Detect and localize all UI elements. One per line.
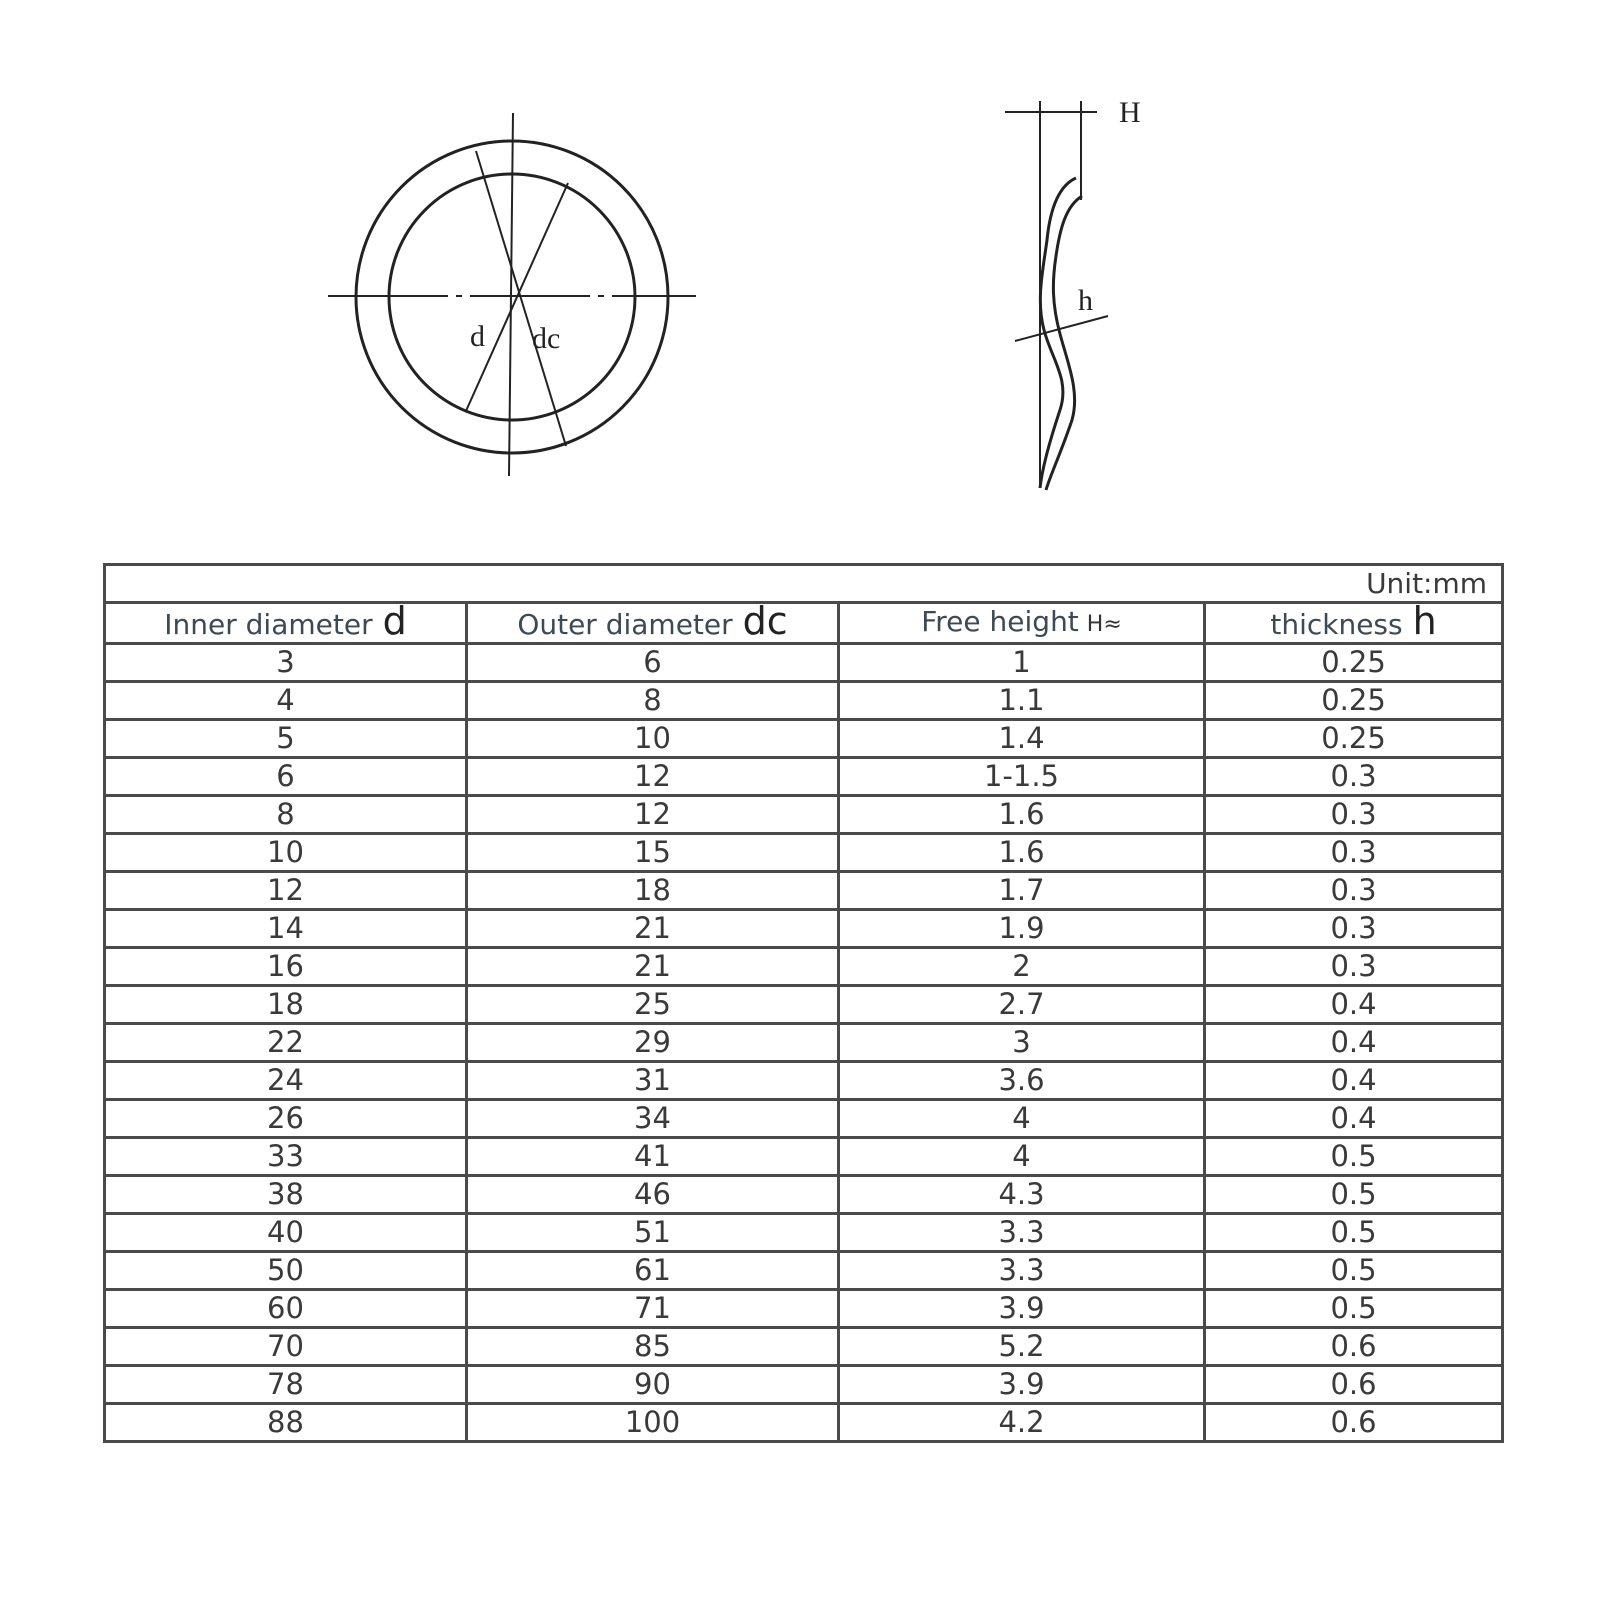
cell-inner-diameter: 88 <box>105 1404 467 1442</box>
cell-free-height: 1.1 <box>839 682 1205 720</box>
cell-outer-diameter: 18 <box>467 872 839 910</box>
header-row <box>105 603 1503 644</box>
cell-thickness: 0.25 <box>1205 644 1503 682</box>
cell-free-height: 3 <box>839 1024 1205 1062</box>
cell-thickness: 0.4 <box>1205 1100 1503 1138</box>
cell-inner-diameter: 33 <box>105 1138 467 1176</box>
table-row <box>105 1366 1503 1404</box>
cell-inner-diameter: 5 <box>105 720 467 758</box>
table-row <box>105 1024 1503 1062</box>
cell-inner-diameter: 12 <box>105 872 467 910</box>
header-symbol: h <box>1412 602 1437 643</box>
free-height-label: H <box>1119 96 1141 129</box>
cell-thickness: 0.6 <box>1205 1328 1503 1366</box>
cell-outer-diameter: 15 <box>467 834 839 872</box>
cell-inner-diameter: 4 <box>105 682 467 720</box>
table-row <box>105 834 1503 872</box>
cell-thickness: 0.5 <box>1205 1176 1503 1214</box>
cell-thickness: 0.5 <box>1205 1138 1503 1176</box>
header-text: Free height <box>921 605 1079 638</box>
header-text: thickness <box>1270 608 1403 641</box>
table-row <box>105 1290 1503 1328</box>
cell-free-height: 3.6 <box>839 1062 1205 1100</box>
table-row <box>105 1176 1503 1214</box>
cell-inner-diameter: 38 <box>105 1176 467 1214</box>
cell-thickness: 0.3 <box>1205 948 1503 986</box>
cell-free-height: 1.4 <box>839 720 1205 758</box>
cell-thickness: 0.3 <box>1205 910 1503 948</box>
table-row <box>105 1062 1503 1100</box>
cell-thickness: 0.3 <box>1205 758 1503 796</box>
cell-outer-diameter: 12 <box>467 758 839 796</box>
cell-inner-diameter: 10 <box>105 834 467 872</box>
table-row <box>105 1404 1503 1442</box>
cell-outer-diameter: 29 <box>467 1024 839 1062</box>
cell-outer-diameter: 41 <box>467 1138 839 1176</box>
cell-outer-diameter: 25 <box>467 986 839 1024</box>
cell-outer-diameter: 6 <box>467 644 839 682</box>
table-row <box>105 1328 1503 1366</box>
header-outer-diameter <box>467 603 839 644</box>
table-row <box>105 758 1503 796</box>
cell-free-height: 1-1.5 <box>839 758 1205 796</box>
cell-thickness: 0.6 <box>1205 1366 1503 1404</box>
table-row <box>105 1138 1503 1176</box>
cell-free-height: 1.9 <box>839 910 1205 948</box>
cell-outer-diameter: 21 <box>467 948 839 986</box>
unit-label: Unit:mm <box>105 565 1503 603</box>
cell-outer-diameter: 71 <box>467 1290 839 1328</box>
cell-thickness: 0.3 <box>1205 872 1503 910</box>
cell-outer-diameter: 90 <box>467 1366 839 1404</box>
cell-free-height: 1.6 <box>839 796 1205 834</box>
cell-thickness: 0.4 <box>1205 1062 1503 1100</box>
header-text: Inner diameter <box>164 608 373 641</box>
table-row <box>105 1100 1503 1138</box>
cell-thickness: 0.4 <box>1205 986 1503 1024</box>
cell-inner-diameter: 50 <box>105 1252 467 1290</box>
cell-inner-diameter: 60 <box>105 1290 467 1328</box>
cell-free-height: 1.7 <box>839 872 1205 910</box>
cell-free-height: 2.7 <box>839 986 1205 1024</box>
cell-thickness: 0.3 <box>1205 796 1503 834</box>
table-row <box>105 682 1503 720</box>
cell-inner-diameter: 3 <box>105 644 467 682</box>
thickness-label: h <box>1078 284 1093 317</box>
cell-outer-diameter: 21 <box>467 910 839 948</box>
cell-thickness: 0.3 <box>1205 834 1503 872</box>
cell-free-height: 4 <box>839 1138 1205 1176</box>
cell-inner-diameter: 78 <box>105 1366 467 1404</box>
cell-inner-diameter: 22 <box>105 1024 467 1062</box>
cell-inner-diameter: 6 <box>105 758 467 796</box>
header-free-height <box>839 603 1205 644</box>
inner-diameter-label: d <box>470 320 485 353</box>
table-body <box>105 644 1503 1442</box>
table-row <box>105 796 1503 834</box>
cell-outer-diameter: 46 <box>467 1176 839 1214</box>
specification-table <box>103 563 1504 1443</box>
cell-inner-diameter: 40 <box>105 1214 467 1252</box>
table-row <box>105 948 1503 986</box>
cell-inner-diameter: 14 <box>105 910 467 948</box>
cell-free-height: 4 <box>839 1100 1205 1138</box>
cell-outer-diameter: 10 <box>467 720 839 758</box>
cell-outer-diameter: 8 <box>467 682 839 720</box>
cell-free-height: 3.9 <box>839 1366 1205 1404</box>
cell-outer-diameter: 12 <box>467 796 839 834</box>
table-row <box>105 1252 1503 1290</box>
cell-thickness: 0.5 <box>1205 1290 1503 1328</box>
header-inner-diameter <box>105 603 467 644</box>
washer-profile-inner <box>1046 196 1082 490</box>
cell-thickness: 0.5 <box>1205 1214 1503 1252</box>
header-text: Outer diameter <box>517 608 733 641</box>
header-symbol: dc <box>742 602 788 643</box>
cell-inner-diameter: 18 <box>105 986 467 1024</box>
cell-inner-diameter: 8 <box>105 796 467 834</box>
header-symbol: H≈ <box>1086 612 1122 637</box>
cell-free-height: 1.6 <box>839 834 1205 872</box>
drawing-canvas <box>0 0 1600 520</box>
cell-outer-diameter: 61 <box>467 1252 839 1290</box>
vertical-centerline <box>509 113 513 476</box>
cell-free-height: 3.3 <box>839 1214 1205 1252</box>
cell-outer-diameter: 51 <box>467 1214 839 1252</box>
cell-free-height: 4.3 <box>839 1176 1205 1214</box>
unit-row <box>105 565 1503 603</box>
table-row <box>105 1214 1503 1252</box>
cell-inner-diameter: 26 <box>105 1100 467 1138</box>
cell-free-height: 3.9 <box>839 1290 1205 1328</box>
cell-free-height: 4.2 <box>839 1404 1205 1442</box>
header-thickness <box>1205 603 1503 644</box>
cell-thickness: 0.25 <box>1205 682 1503 720</box>
technical-drawing <box>0 0 1600 520</box>
outer-diameter-label: dc <box>532 322 561 355</box>
cell-inner-diameter: 16 <box>105 948 467 986</box>
header-symbol: d <box>382 602 407 643</box>
cell-outer-diameter: 34 <box>467 1100 839 1138</box>
cut-line-left <box>476 151 566 446</box>
cell-free-height: 1 <box>839 644 1205 682</box>
cell-inner-diameter: 24 <box>105 1062 467 1100</box>
cell-thickness: 0.25 <box>1205 720 1503 758</box>
cell-free-height: 2 <box>839 948 1205 986</box>
table-row <box>105 872 1503 910</box>
table-row <box>105 986 1503 1024</box>
cell-thickness: 0.5 <box>1205 1252 1503 1290</box>
cell-free-height: 5.2 <box>839 1328 1205 1366</box>
table-row <box>105 720 1503 758</box>
cell-outer-diameter: 100 <box>467 1404 839 1442</box>
cell-outer-diameter: 31 <box>467 1062 839 1100</box>
front-view <box>328 113 696 476</box>
cell-free-height: 3.3 <box>839 1252 1205 1290</box>
cell-thickness: 0.6 <box>1205 1404 1503 1442</box>
table-row <box>105 644 1503 682</box>
cell-inner-diameter: 70 <box>105 1328 467 1366</box>
table-row <box>105 910 1503 948</box>
cell-thickness: 0.4 <box>1205 1024 1503 1062</box>
cell-outer-diameter: 85 <box>467 1328 839 1366</box>
